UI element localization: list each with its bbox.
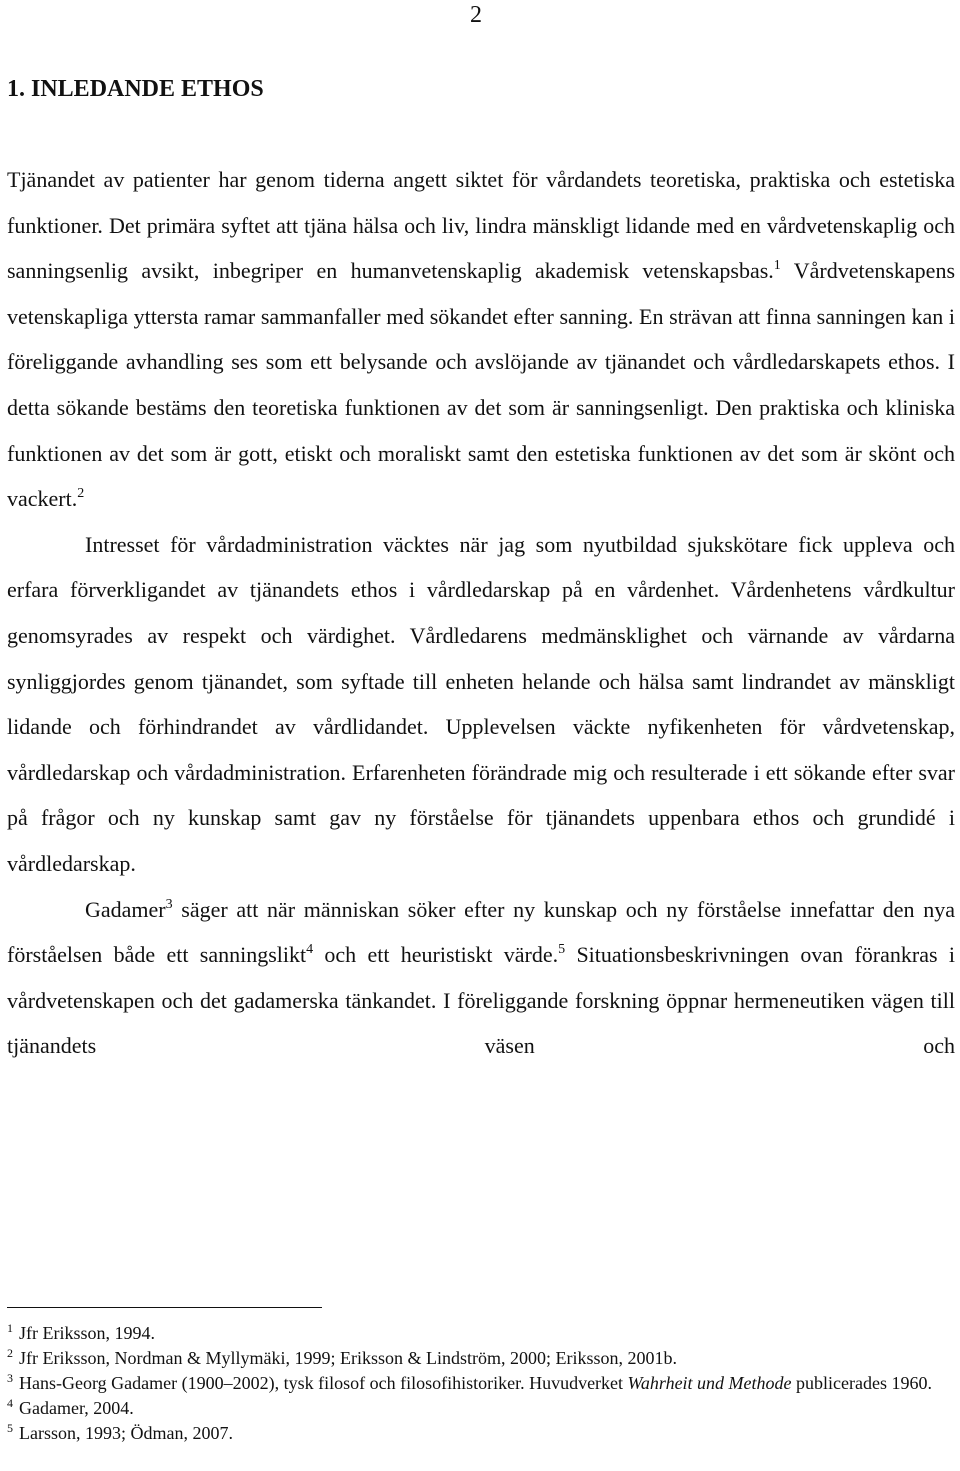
footnote-1: [7, 1321, 955, 1346]
footnote-ref-3: 3: [165, 896, 173, 912]
paragraph-3-text-a: Gadamer: [85, 896, 166, 922]
footnote-separator: [7, 1307, 322, 1308]
footnote-4: [7, 1396, 955, 1421]
paragraph-3-text-c: och ett heuristiskt värde.: [313, 942, 559, 968]
body-text: [7, 157, 955, 1069]
paragraph-2: Intresset för vårdadministration väcktes när jag som nyutbildad sjukskötare fick uppleva och erfara förverkligandet av tjänandets ethos i vårdledarskap på en vårdenhet. Vårdenhetens vårdkultur genomsyrades av respekt och värdighet. Vårdledarens medmänsklighet och värnande av vårdarna synliggjordes genom tjänandet, som syftade till enheten helande och hälsa samt lindrandet av mänskligt lidande och förhindrandet av vårdlidandet. Upplevelsen väckte nyfikenheten för vårdvetenskap, vårdledarskap och vårdadministration. Erfarenheten förändrade mig och resulterade i ett sökande efter svar på frågor och ny kunskap samt gav ny förståelse för tjänandets uppenbara ethos och grundidé i vårdledarskap.: [7, 531, 955, 876]
footnote-text: Jfr Eriksson, Nordman & Myllymäki, 1999; Eriksson & Lindström, 2000; Eriksson, 2001b.: [19, 1348, 677, 1368]
footnote-number: 4: [7, 1396, 13, 1410]
footnote-ref-2: 2: [77, 486, 85, 502]
paragraph-1-text-a: Tjänandet av patienter har genom tiderna angett siktet för vårdandets teoretiska, praktiska och estetiska funktioner. Det primära syftet att tjäna hälsa och liv, lindra mänskligt lidande med en vårdvetenskaplig och sanningsenlig avsikt, inbegriper en humanvetenskaplig akademisk vetenskapsbas.: [7, 167, 955, 284]
footnote-number: 5: [7, 1421, 13, 1435]
footnote-5: [7, 1421, 955, 1446]
paragraph-3-text-b: säger att när människan söker efter ny kunskap och ny förståelse innefattar den nya förståelsen både ett sanningslikt: [7, 896, 955, 968]
footnote-number: 3: [7, 1371, 13, 1385]
footnote-ref-1: 1: [773, 258, 781, 274]
footnote-text: Hans-Georg Gadamer (1900–2002), tysk filosof och filosofihistoriker. Huvudverket: [19, 1373, 628, 1393]
page-number: 2: [470, 2, 482, 28]
paragraph-1: [7, 157, 955, 522]
section-heading: 1. INLEDANDE ETHOS: [7, 76, 264, 102]
footnote-italic-title: Wahrheit und Methode: [627, 1373, 792, 1393]
footnote-text: Jfr Eriksson, 1994.: [19, 1323, 155, 1343]
footnote-text: Larsson, 1993; Ödman, 2007.: [19, 1423, 233, 1443]
paragraph-1-text-b: Vårdvetenskapens vetenskapliga yttersta ramar sammanfaller med sökandet efter sanning. En strävan att finna sanningen kan i föreliggande avhandling ses som ett belysande och avslöjande av tjänandet och vårdledarskapets ethos. I detta sökande bestäms den teoretiska funktionen av det som är sanningsenligt. Den praktiska och kliniska funktionen av det som är gott, etiskt och moraliskt samt den estetiska funktionen av det som är skönt och vackert.: [7, 258, 955, 512]
footnote-2: [7, 1346, 955, 1371]
footnote-3: [7, 1371, 955, 1396]
footnote-ref-4: 4: [306, 942, 314, 958]
footnotes: [7, 1321, 955, 1446]
footnote-ref-5: 5: [558, 942, 566, 958]
paragraph-3: [7, 887, 955, 1069]
footnote-text: publicerades 1960.: [791, 1373, 933, 1393]
footnote-number: 1: [7, 1321, 13, 1335]
paragraph-3-text-d: Situationsbeskrivningen ovan förankras i vårdvetenskapen och det gadamerska tänkandet. I föreliggande forskning öppnar hermeneutiken vägen till tjänandets väsen och: [7, 942, 955, 1059]
footnote-number: 2: [7, 1346, 13, 1360]
footnote-text: Gadamer, 2004.: [19, 1398, 134, 1418]
